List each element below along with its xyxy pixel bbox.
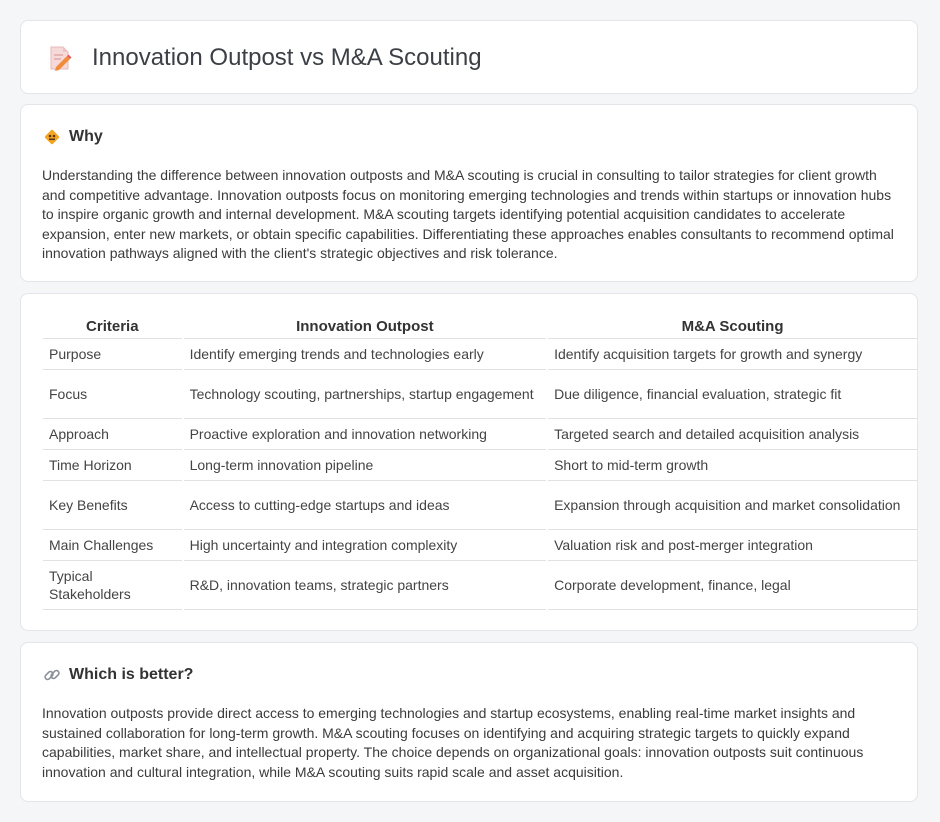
row-ma-scouting: Expansion through acquisition and market consolidation: [548, 481, 917, 530]
table-row: [43, 530, 917, 561]
row-ma-scouting: Valuation risk and post-merger integration: [548, 530, 917, 561]
page-title: Innovation Outpost vs M&A Scouting: [92, 44, 482, 71]
row-ma-scouting: Targeted search and detailed acquisition analysis: [548, 419, 917, 450]
row-criteria: Main Challenges: [43, 530, 182, 561]
which-is-better-section: [20, 642, 918, 802]
row-innovation-outpost: Access to cutting-edge startups and ideas: [184, 481, 547, 530]
table-row: [43, 339, 917, 370]
better-heading-text: Which is better?: [69, 666, 194, 683]
table-row: [43, 419, 917, 450]
row-innovation-outpost: Technology scouting, partnerships, startup engagement: [184, 370, 547, 419]
why-heading-text: Why: [69, 128, 103, 145]
row-ma-scouting: Short to mid-term growth: [548, 450, 917, 481]
header-criteria: Criteria: [43, 314, 182, 339]
table-row: [43, 370, 917, 419]
why-section: [20, 104, 918, 282]
warning-sign-icon: [43, 128, 61, 146]
row-ma-scouting: Identify acquisition targets for growth and synergy: [548, 339, 917, 370]
row-criteria: Focus: [43, 370, 182, 419]
better-text: Innovation outposts provide direct access to emerging technologies and startup ecosystems, enabling real-time market insights and sustained collaboration for long-term growth. M&A scouting focuses on identifying and acquiring strategic targets to quickly expand capabilities, market share, and intellectual property. The choice depends on organizational goals: innovation outposts suit continuous innovation and cultural integration, while M&A scouting suits rapid scale and asset acquisition.: [42, 705, 864, 780]
comparison-table: [41, 314, 919, 610]
table-header-row: [43, 314, 917, 339]
row-ma-scouting: Corporate development, finance, legal: [548, 561, 917, 610]
row-innovation-outpost: Identify emerging trends and technologies early: [184, 339, 547, 370]
table-row: [43, 481, 917, 530]
row-criteria: Typical Stakeholders: [43, 561, 182, 610]
row-innovation-outpost: High uncertainty and integration complexity: [184, 530, 547, 561]
table-row: [43, 561, 917, 610]
row-innovation-outpost: Long-term innovation pipeline: [184, 450, 547, 481]
row-criteria: Key Benefits: [43, 481, 182, 530]
comparison-section: [20, 293, 918, 631]
row-ma-scouting: Due diligence, financial evaluation, strategic fit: [548, 370, 917, 419]
why-text: Understanding the difference between innovation outposts and M&A scouting is crucial in consulting to tailor strategies for client growth and competitive advantage. Innovation outposts focus on monitoring emerging technologies and trends within startups or innovation hubs to inspire organic growth and internal development. M&A scouting targets identifying potential acquisition candidates to accelerate expansion, enter new markets, or obtain specific capabilities. Differentiating these approaches enables consultants to recommend optimal innovation pathways aligned with the client's strategic objectives and risk tolerance.: [42, 167, 894, 261]
link-icon: [43, 666, 61, 684]
row-criteria: Purpose: [43, 339, 182, 370]
header-ma-scouting: M&A Scouting: [548, 314, 917, 339]
document-pencil-icon: [47, 45, 73, 71]
row-innovation-outpost: R&D, innovation teams, strategic partners: [184, 561, 547, 610]
header-innovation-outpost: Innovation Outpost: [184, 314, 547, 339]
better-heading: [43, 665, 193, 685]
title-card: [20, 20, 918, 94]
row-innovation-outpost: Proactive exploration and innovation networking: [184, 419, 547, 450]
why-heading: [43, 127, 103, 147]
row-criteria: Approach: [43, 419, 182, 450]
row-criteria: Time Horizon: [43, 450, 182, 481]
table-row: [43, 450, 917, 481]
